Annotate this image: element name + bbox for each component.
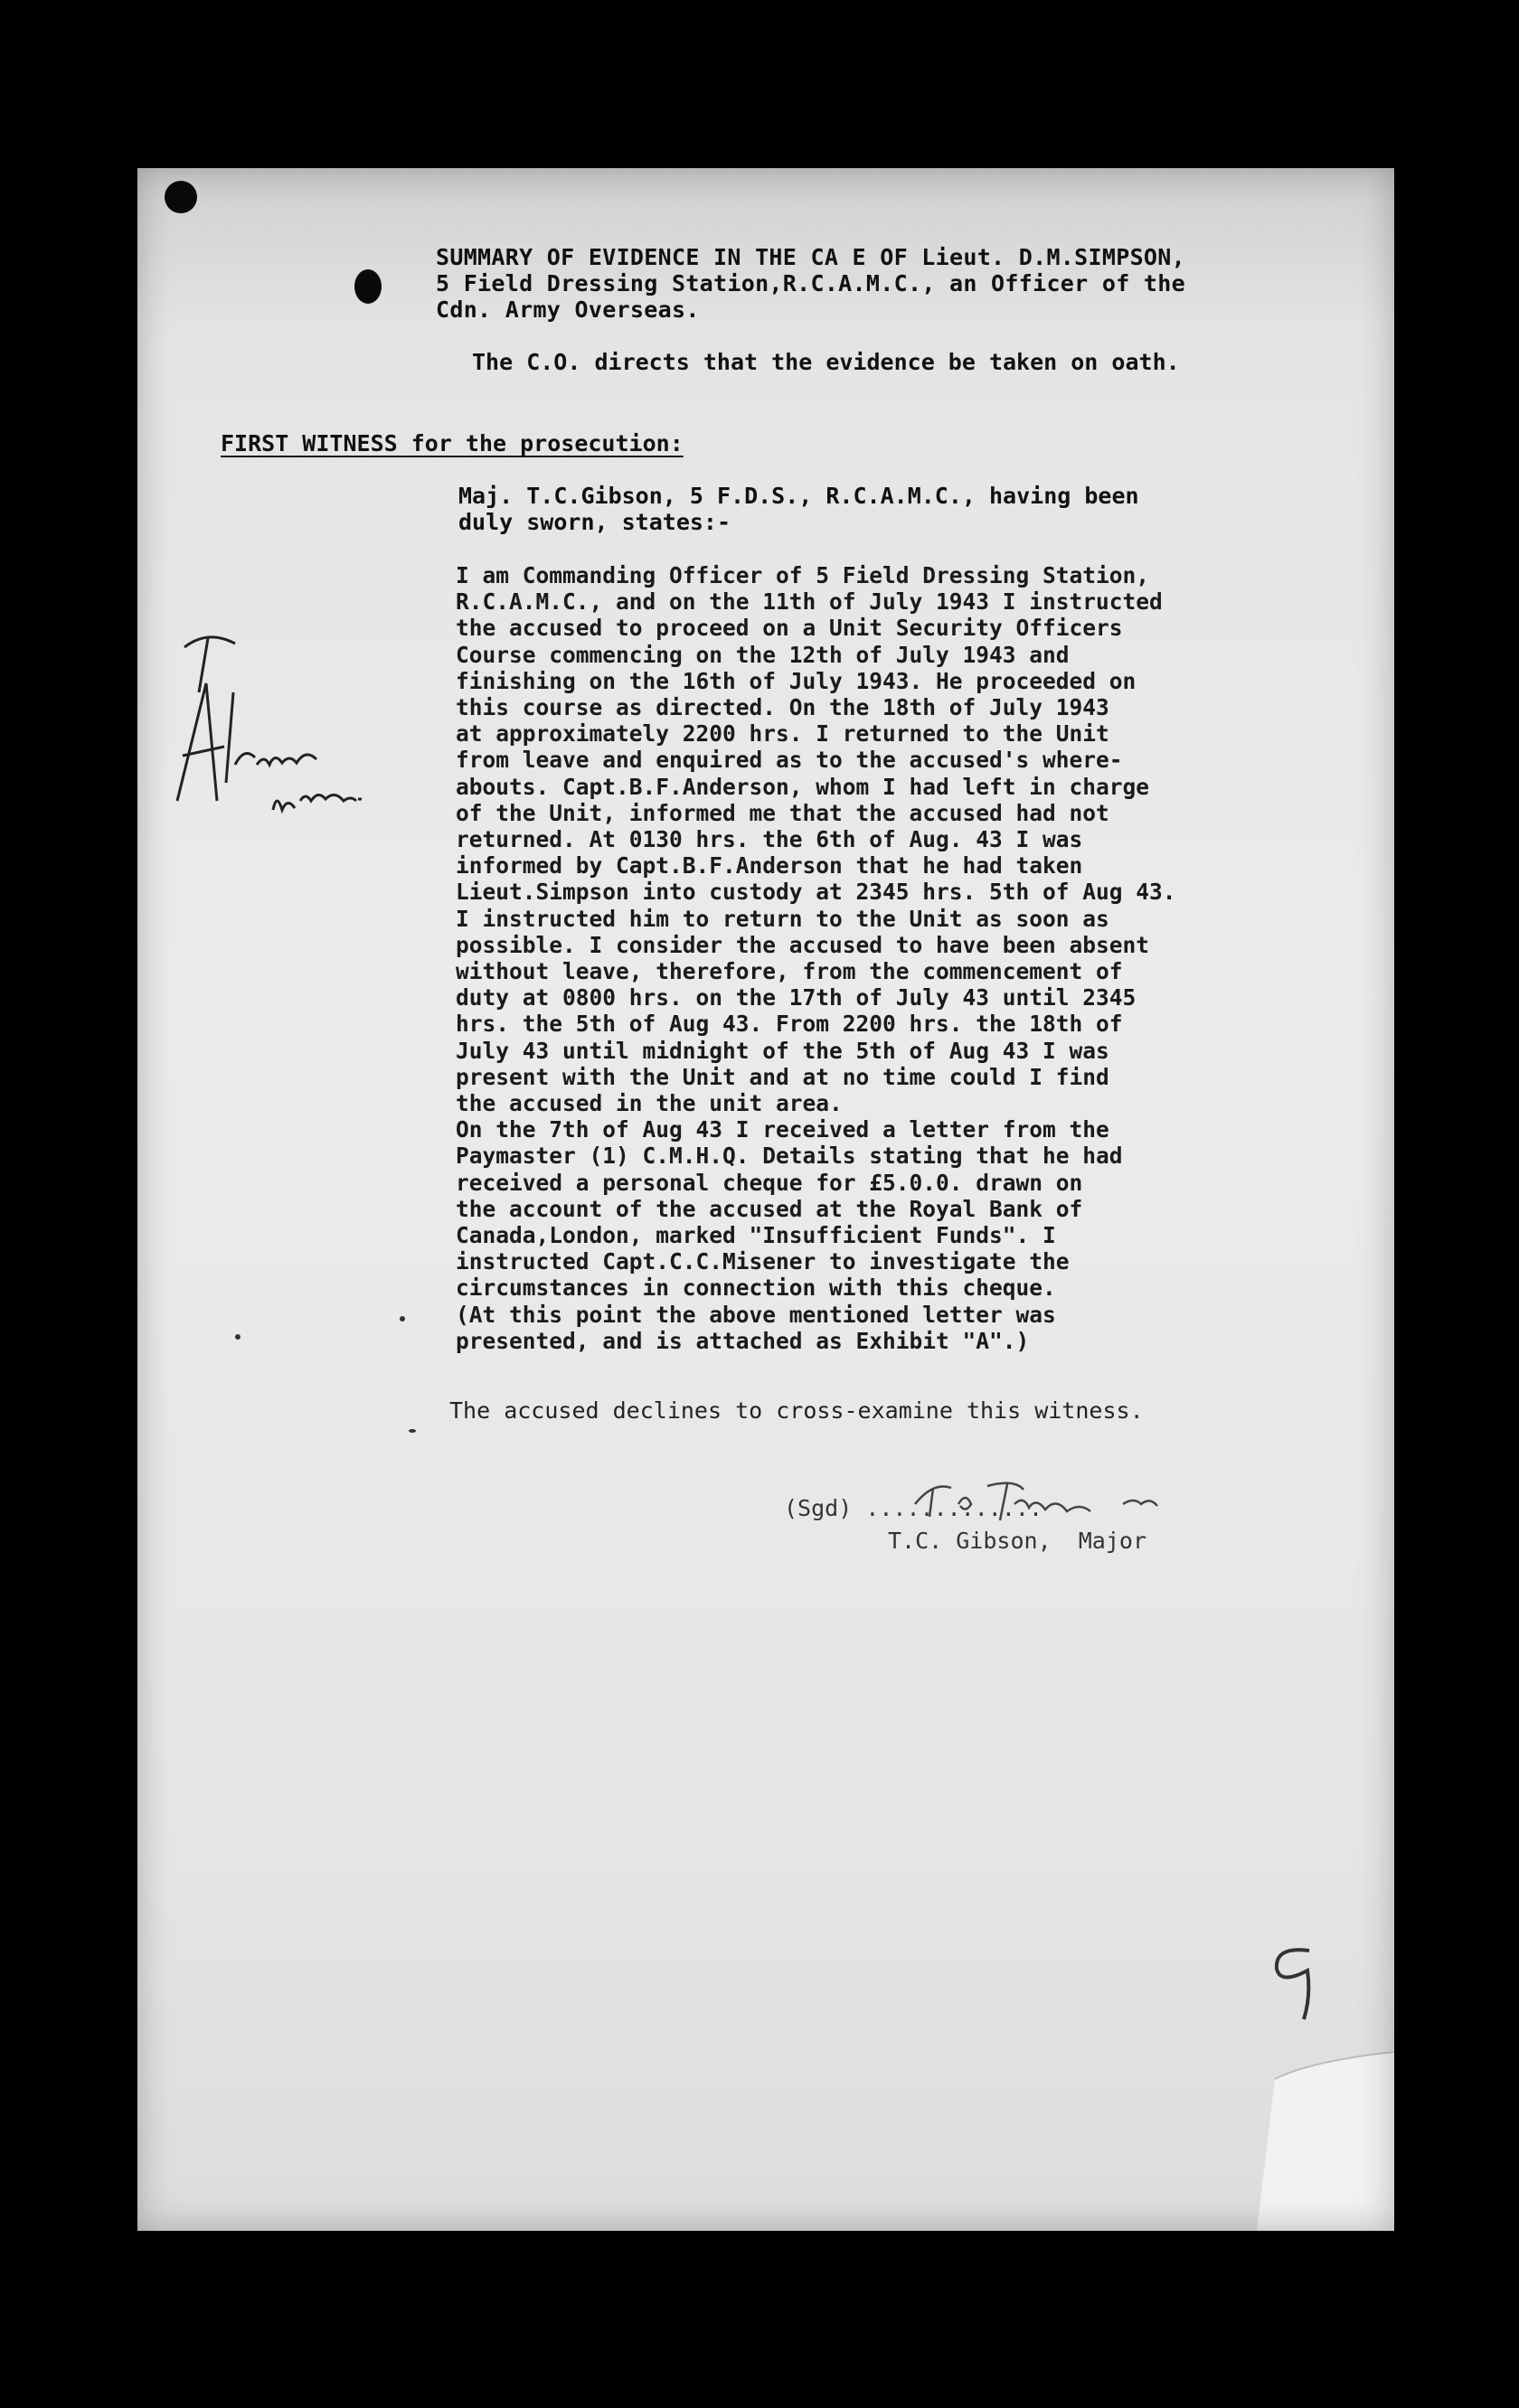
statement-line: returned. At 0130 hrs. the 6th of Aug. 43 I was	[456, 826, 1083, 853]
statement-line: instructed Capt.C.C.Misener to investigate the	[456, 1248, 1070, 1275]
stray-mark	[400, 1316, 405, 1322]
stray-mark	[409, 1429, 416, 1433]
statement-line: possible. I consider the accused to have been absent	[456, 931, 1150, 958]
statement-line: from leave and enquired as to the accused's where-	[456, 747, 1123, 774]
statement-line: July 43 until midnight of the 5th of Aug 43 I was	[456, 1037, 1109, 1064]
signatory: T.C. Gibson,	[888, 1528, 1052, 1554]
header-line: SUMMARY OF EVIDENCE IN THE CA E OF Lieut. D.M.SIMPSON,	[436, 244, 1185, 270]
statement-line: without leave, therefore, from the commencement of	[456, 958, 1123, 985]
statement-line: received a personal cheque for £5.0.0. drawn on	[456, 1169, 1083, 1196]
stray-mark	[235, 1334, 241, 1340]
document-page	[137, 168, 1394, 2231]
statement-line: the accused in the unit area.	[456, 1090, 843, 1117]
header-line: Cdn. Army Overseas.	[436, 296, 700, 323]
witness-heading: FIRST WITNESS for the prosecution:	[221, 430, 684, 456]
statement-line: this course as directed. On the 18th of July 1943	[456, 694, 1109, 721]
statement-line: at approximately 2200 hrs. I returned to the Unit	[456, 720, 1109, 748]
statement-line: circumstances in connection with this cheque.	[456, 1275, 1056, 1302]
intro-line: duly sworn, states:-	[458, 509, 731, 535]
statement-line: (At this point the above mentioned letter was	[456, 1301, 1056, 1328]
witness-statement	[456, 562, 1176, 1354]
summary-header	[436, 244, 1376, 323]
statement-line: present with the Unit and at no time could I find	[456, 1063, 1109, 1090]
statement-line: Course commencing on the 12th of July 1943 and	[456, 641, 1070, 668]
handwritten-annotation	[165, 629, 400, 837]
statement-line: I instructed him to return to the Unit as soon as	[456, 905, 1109, 932]
signatory-rank: Major	[1078, 1528, 1146, 1554]
page-number-mark	[1257, 1942, 1329, 2023]
statement-line: R.C.A.M.C., and on the 11th of July 1943 I instructed	[456, 588, 1163, 616]
statement-line: finishing on the 16th of July 1943. He proceeded on	[456, 667, 1137, 694]
page-curl	[1257, 2052, 1394, 2231]
statement-line: Paymaster (1) C.M.H.Q. Details stating that he had	[456, 1143, 1123, 1170]
statement-line: I am Commanding Officer of 5 Field Dressing Station,	[456, 562, 1150, 588]
statement-line: On the 7th of Aug 43 I received a letter from the	[456, 1116, 1109, 1143]
signature-prefix: (Sgd)	[784, 1495, 853, 1521]
handwritten-signature	[906, 1477, 1204, 1531]
punch-hole	[354, 269, 382, 304]
punch-hole	[165, 181, 197, 213]
statement-line: presented, and is attached as Exhibit "A".)	[456, 1327, 1030, 1354]
statement-line: the accused to proceed on a Unit Security Officers	[456, 615, 1123, 642]
statement-line: Lieut.Simpson into custody at 2345 hrs. 5th of Aug 43.	[456, 879, 1176, 906]
statement-line: duty at 0800 hrs. on the 17th of July 43 until 2345	[456, 984, 1137, 1011]
statement-line: informed by Capt.B.F.Anderson that he had taken	[456, 852, 1083, 879]
statement-line: the account of the accused at the Royal Bank of	[456, 1195, 1083, 1222]
oath-directive: The C.O. directs that the evidence be taken on oath.	[472, 349, 1180, 375]
signature-dots: .............	[865, 1495, 1043, 1521]
header-line: 5 Field Dressing Station,R.C.A.M.C., an Officer of the	[436, 270, 1185, 296]
statement-line: abouts. Capt.B.F.Anderson, whom I had left in charge	[456, 773, 1150, 800]
statement-line: of the Unit, informed me that the accused had not	[456, 799, 1109, 826]
cross-exam-note: The accused declines to cross-examine this witness.	[449, 1397, 1144, 1424]
statement-line: hrs. the 5th of Aug 43. From 2200 hrs. the 18th of	[456, 1011, 1123, 1038]
witness-intro	[458, 483, 1139, 535]
statement-line: Canada,London, marked "Insufficient Funds". I	[456, 1222, 1056, 1249]
intro-line: Maj. T.C.Gibson, 5 F.D.S., R.C.A.M.C., having been	[458, 483, 1139, 509]
signatory-name	[888, 1528, 1146, 1554]
